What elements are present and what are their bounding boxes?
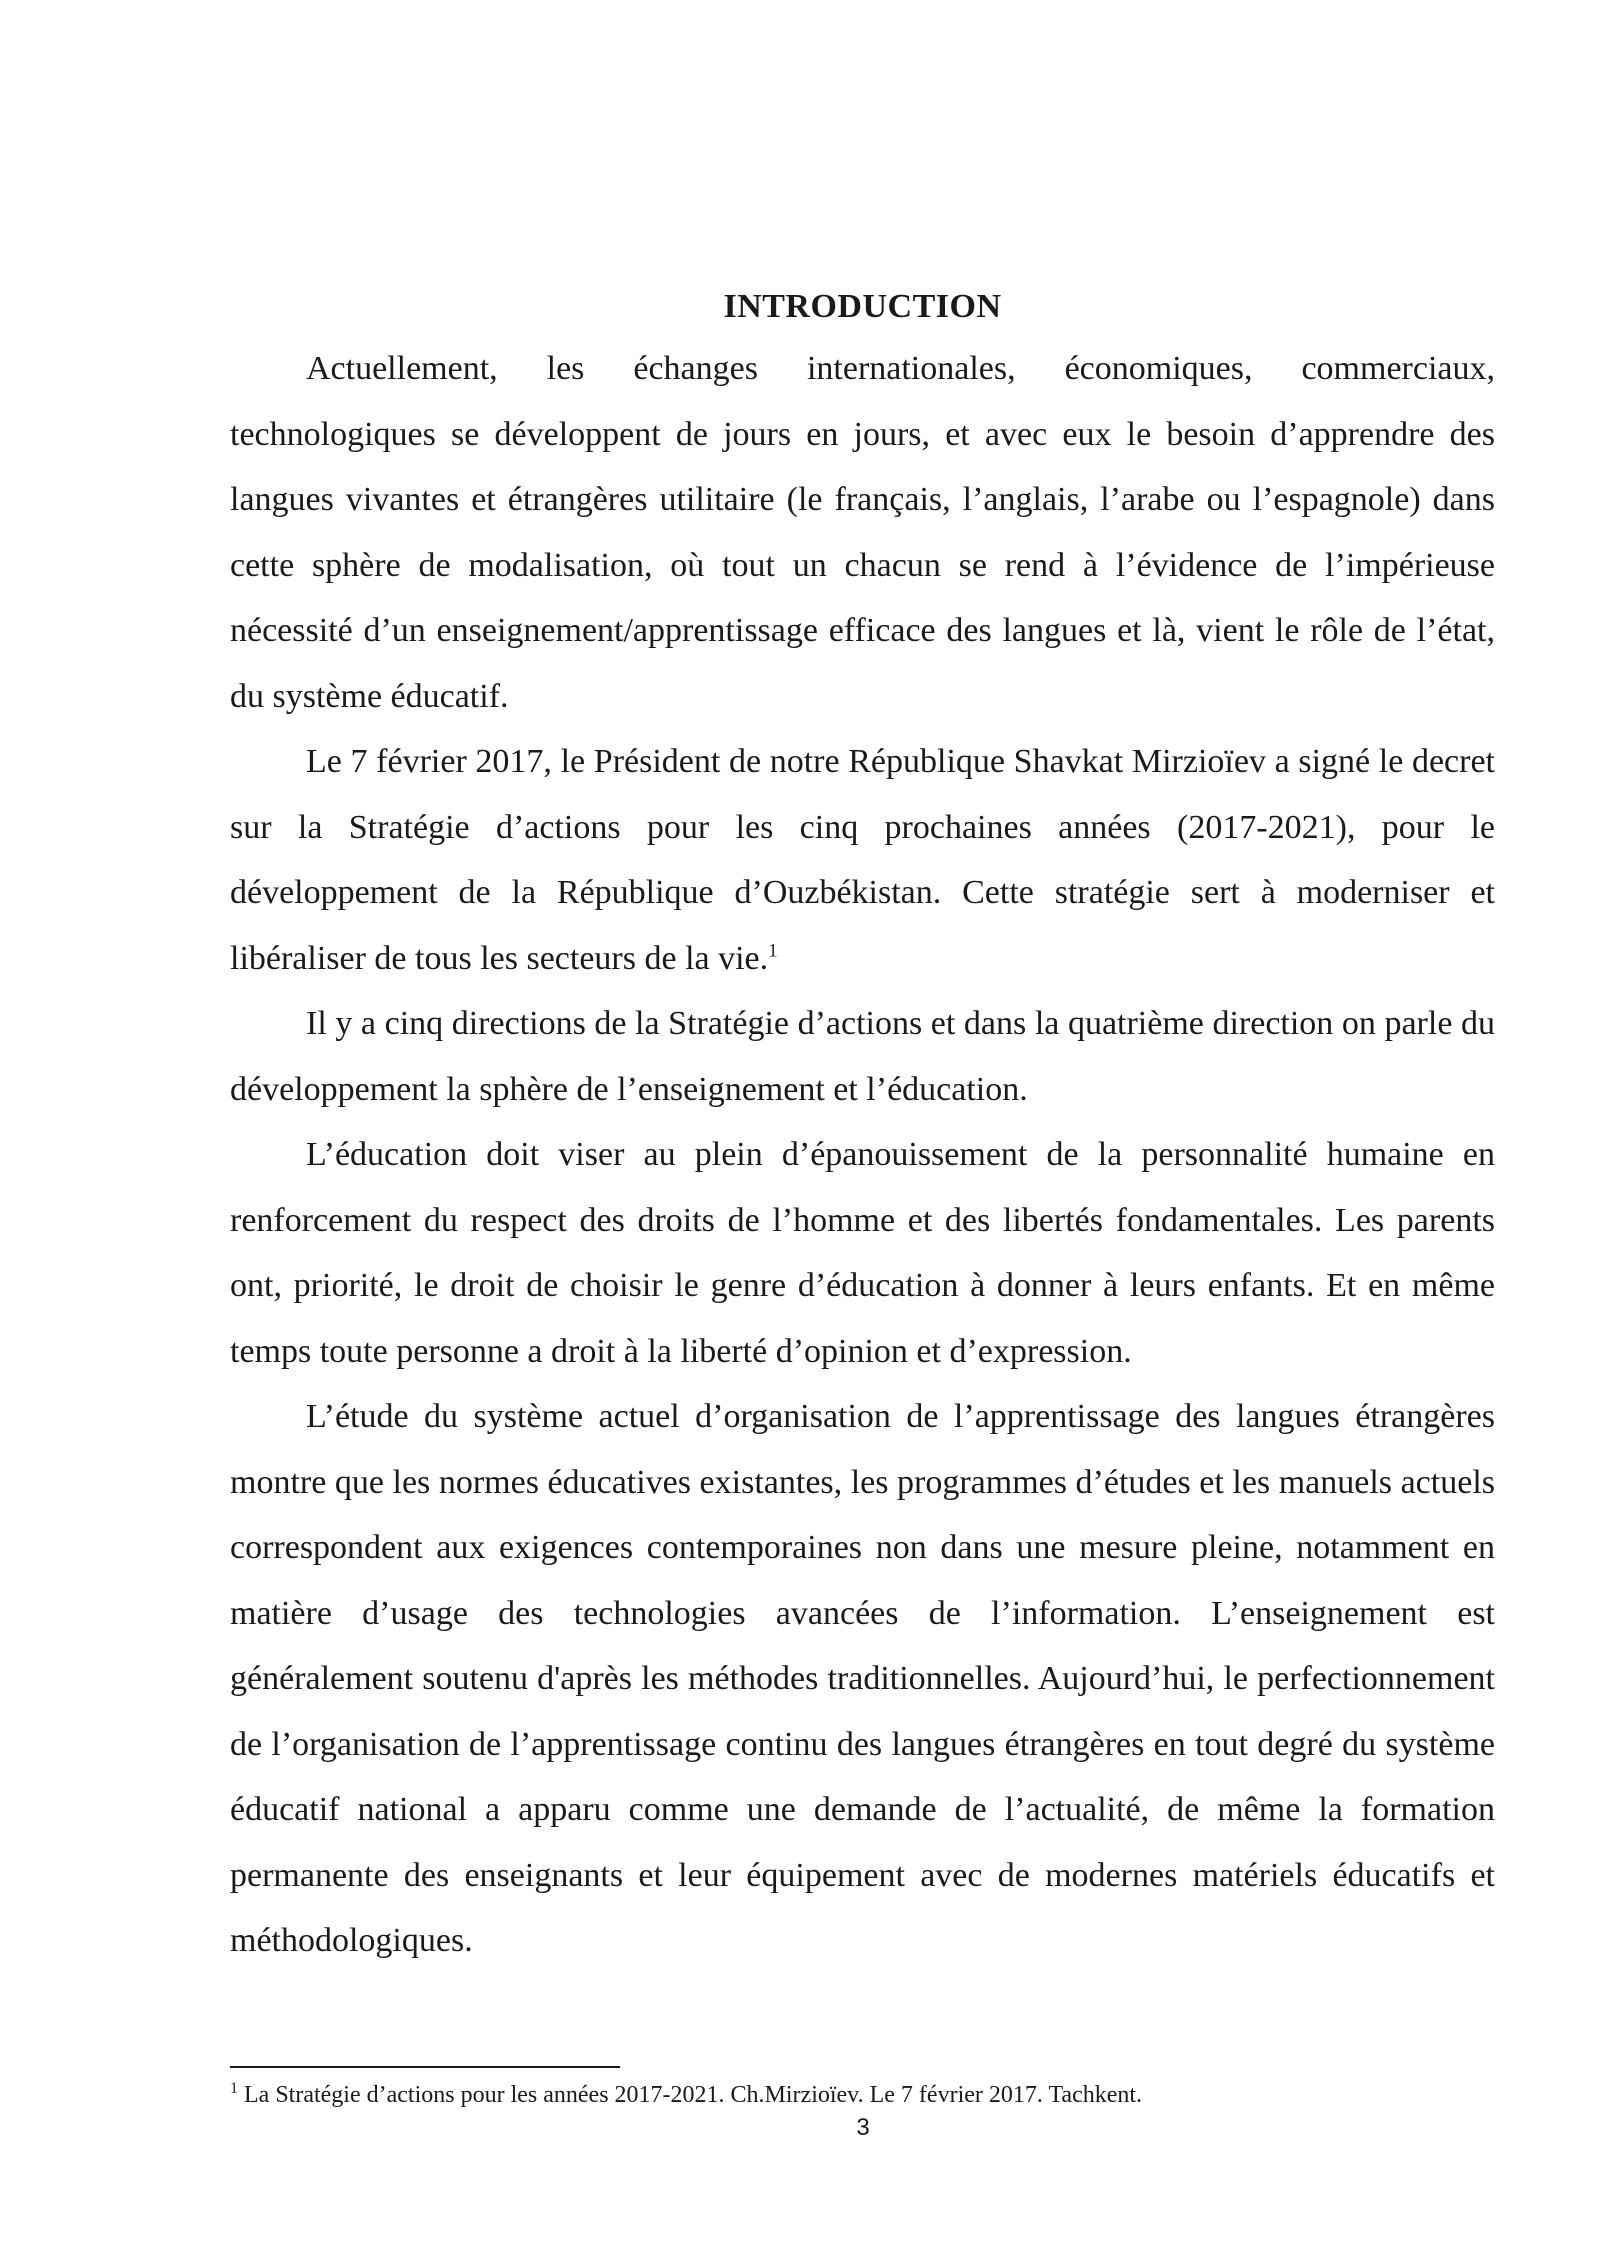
footnote-text: La Stratégie d’actions pour les années 2017-2021. Ch.Mirzioïev. Le 7 février 2017. Tachkent. [238, 2082, 1143, 2108]
footnote-marker: 1 [230, 2080, 238, 2097]
footnote-reference[interactable]: 1 [768, 940, 778, 962]
page-title: INTRODUCTION [723, 288, 1002, 325]
document-body [230, 282, 1495, 1974]
paragraph-1: Actuellement, les échanges internationales, économiques, commerciaux, technologiques se développent de jours en jours, et avec eux le besoin d’apprendre des langues vivantes et étrangères utilitaire (le français, l’anglais, l’arabe ou l’espagnole) dans cette sphère de modalisation, où tout un chacun se rend à l’évidence de l’impérieuse nécessité d’un enseignement/apprentissage efficace des langues et là, vient le rôle de l’état, du système éducatif. [230, 350, 1495, 715]
paragraph-2 [230, 729, 1495, 991]
footnote-separator [230, 2066, 620, 2068]
paragraph-4: L’éducation doit viser au plein d’épanouissement de la personnalité humaine en renforcement du respect des droits de l’homme et des libertés fondamentales. Les parents ont, priorité, le droit de choisir le genre d’éducation à donner à leurs enfants. Et en même temps toute personne a droit à la liberté d’opinion et d’expression. [230, 1136, 1495, 1370]
page-number: 3 [856, 2114, 870, 2141]
paragraph-3: Il y a cinq directions de la Stratégie d’actions et dans la quatrième direction on parle du développement la sphère de l’enseignement et l’éducation. [230, 1005, 1495, 1108]
paragraph-2-text: Le 7 février 2017, le Président de notre République Shavkat Mirzioïev a signé le decret sur la Stratégie d’actions pour les cinq prochaines années (2017-2021), pour le développement de la République d’Ouzbékistan. Cette stratégie sert à moderniser et libéraliser de tous les secteurs de la vie. [230, 743, 1495, 977]
footnote [230, 2079, 1495, 2111]
paragraph-5: L’étude du système actuel d’organisation de l’apprentissage des langues étrangères montre que les normes éducatives existantes, les programmes d’études et les manuels actuels correspondent aux exigences contemporaines non dans une mesure pleine, notamment en matière d’usage des technologies avancées de l’information. L’enseignement est généralement soutenu d'après les méthodes traditionnelles. Aujourd’hui, le perfectionnement de l’organisation de l’apprentissage continu des langues étrangères en tout degré du système éducatif national a apparu comme une demande de l’actualité, de même la formation permanente des enseignants et leur équipement avec de modernes matériels éducatifs et méthodologiques. [230, 1398, 1495, 1959]
